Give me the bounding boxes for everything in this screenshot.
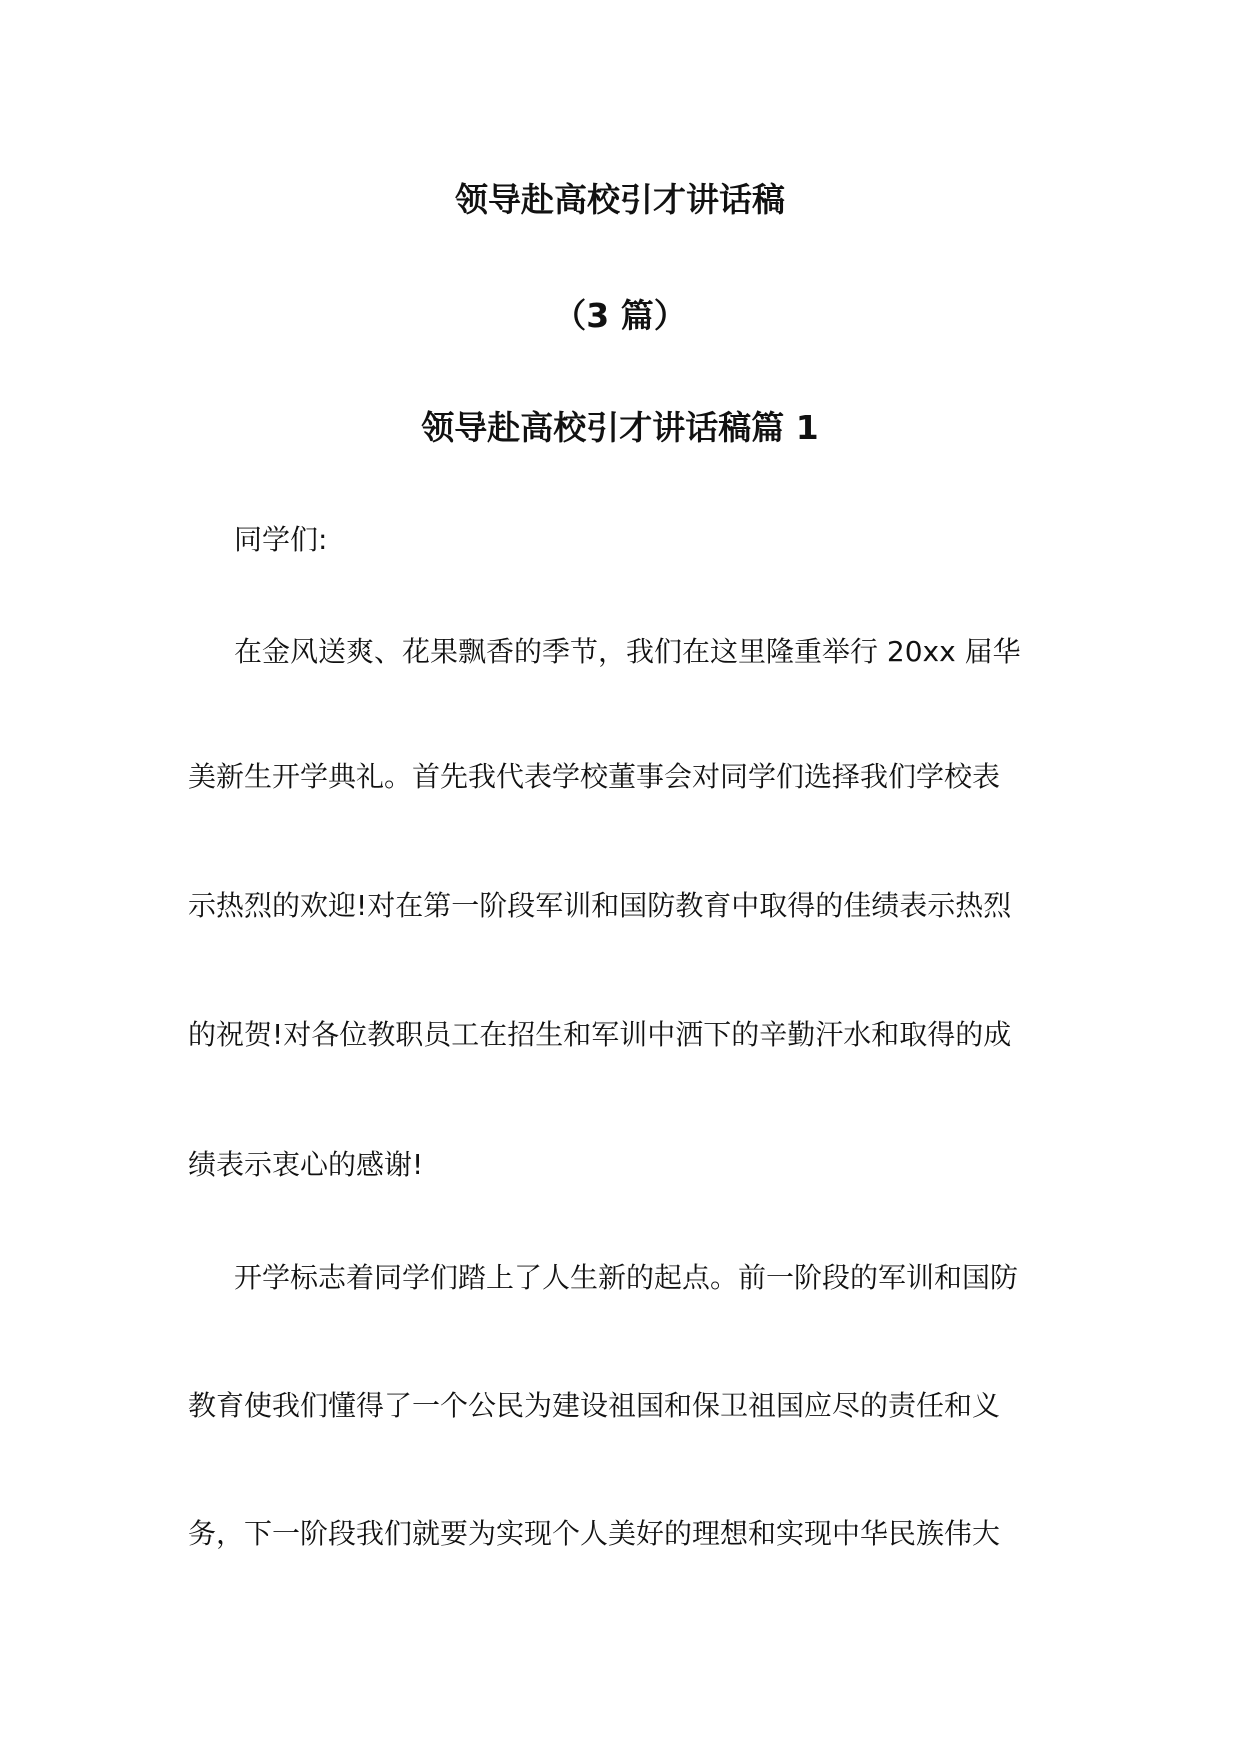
paragraph-line: 教育使我们懂得了一个公民为建设祖国和保卫祖国应尽的责任和义 xyxy=(188,1389,1001,1422)
paragraph-line: 绩表示衷心的感谢! xyxy=(188,1148,424,1181)
paragraph-line: 务，下一阶段我们就要为实现个人美好的理想和实现中华民族伟大 xyxy=(188,1517,1001,1550)
section-heading: 领导赴高校引才讲话稿篇 1 xyxy=(421,408,819,447)
paragraph-line: 的祝贺!对各位教职员工在招生和军训中洒下的辛勤汗水和取得的成 xyxy=(188,1018,1012,1051)
document-title: 领导赴高校引才讲话稿 xyxy=(455,180,785,219)
paragraph-line: 开学标志着同学们踏上了人生新的起点。前一阶段的军训和国防 xyxy=(234,1261,1019,1294)
paragraph-line: 美新生开学典礼。首先我代表学校董事会对同学们选择我们学校表 xyxy=(188,760,1001,793)
paragraph-line: 在金风送爽、花果飘香的季节，我们在这里隆重举行 20xx 届华 xyxy=(234,635,1021,668)
salutation: 同学们: xyxy=(234,523,328,556)
document-subtitle: （3 篇） xyxy=(553,296,687,335)
paragraph-line: 示热烈的欢迎!对在第一阶段军训和国防教育中取得的佳绩表示热烈 xyxy=(188,889,1012,922)
